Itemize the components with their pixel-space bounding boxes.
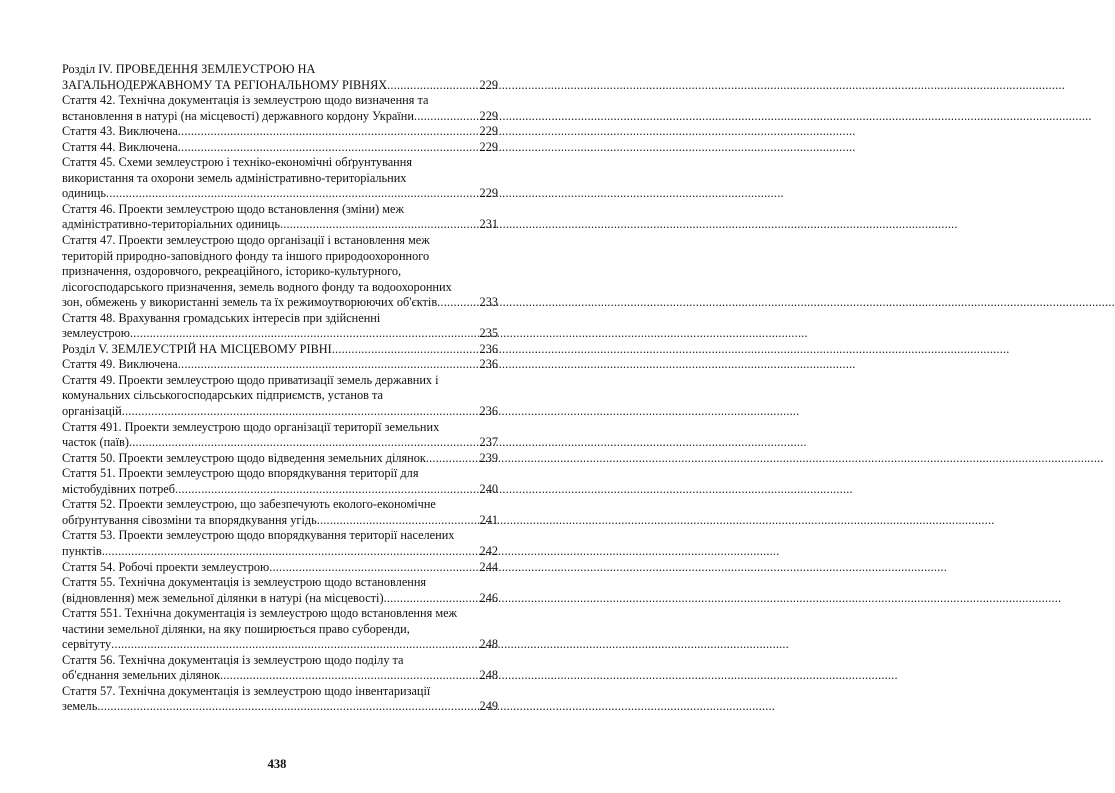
toc-page-number: 236 [479,404,498,419]
toc-entry [62,575,498,606]
toc-line [62,466,498,482]
toc-entry-title: призначення, оздоровчого, рекреаційного, історико-культурного, [62,264,402,279]
toc-line [62,513,498,529]
toc-line [62,202,498,218]
toc-line [62,388,498,404]
toc-entry-title: обґрунтування сівозміни та впорядкування угідь [62,512,317,527]
toc-page-number: 231 [479,217,498,232]
toc-entry-title: Стаття 551. Технічна документація із землеустрою щодо встановлення меж [62,606,458,621]
toc-entry [62,357,498,373]
toc-entry [62,342,498,358]
toc-entry-title: Розділ V. ЗЕМЛЕУСТРІЙ НА МІСЦЕВОМУ РІВНІ [62,341,332,356]
toc-page-number: 249 [479,699,498,714]
toc-entry-title: Стаття 48. Врахування громадських інтересів при здійсненні [62,310,381,325]
toc-entry-title: об'єднання земельних ділянок [62,668,220,683]
toc-entry-title: територій природно-заповідного фонду та іншого природоохоронного [62,248,430,263]
toc-entry-title: організацій [62,404,122,419]
toc-line [62,575,498,591]
toc-page-number: 248 [479,668,498,683]
toc-entry-title: Стаття 47. Проекти землеустрою щодо організації і встановлення меж [62,233,430,248]
toc-entry-title: пунктів [62,543,102,558]
toc-line [62,217,498,233]
toc-dot-leader [122,404,480,420]
toc-entry-title: Стаття 56. Технічна документація із землеустрою щодо поділу та [62,652,404,667]
toc-entry-title: містобудівних потреб [62,481,175,496]
toc-entry [62,140,498,156]
toc-entry [62,62,498,93]
toc-dot-leader [269,560,479,576]
toc-entry [62,466,498,497]
toc-entry [62,202,498,233]
toc-line [62,622,498,638]
toc-dot-leader [426,451,480,467]
toc-entry-title: Стаття 44. Виключена [62,139,178,154]
toc-entry [62,653,498,684]
toc-page-number: 229 [479,139,498,154]
toc-entry-title: Стаття 43. Виключена [62,124,178,139]
toc-line [62,668,498,684]
toc-line [62,264,498,280]
toc-entry-title: Стаття 46. Проекти землеустрою щодо встановлення (зміни) меж [62,201,404,216]
toc-entry-title: частини земельної ділянки, на яку поширюється право суборенди, [62,621,410,636]
toc-entry [62,124,498,140]
toc-entry [62,528,498,559]
toc-entry-title: ЗАГАЛЬНОДЕРЖАВНОМУ ТА РЕГІОНАЛЬНОМУ РІВНЯХ [62,77,388,92]
toc-entry [62,155,498,202]
toc-entry-title: земель [62,699,98,714]
toc-line [62,528,498,544]
toc-page-number: 248 [479,637,498,652]
toc-line [62,155,498,171]
toc-entry [62,311,498,342]
toc-line [62,342,498,358]
toc-line [62,140,498,156]
toc-line [62,280,498,296]
toc-page-number: 244 [479,559,498,574]
toc-dot-leader [130,326,480,342]
toc-entry-title: зон, обмежень у використанні земель та їх режимоутворюючих об'єктів [62,295,438,310]
toc-dot-leader [178,140,480,156]
toc-page-number: 237 [479,435,498,450]
toc-line [62,62,498,78]
toc-entry-title: лісогосподарського призначення, земель водного фонду та водоохоронних [62,279,452,294]
toc-entry-title: використання та охорони земель адміністративно-територіальних [62,170,407,185]
toc-dot-leader [129,435,480,451]
toc-line [62,435,498,451]
toc-line [62,544,498,560]
toc-line [62,171,498,187]
toc-entry-title: часток (паїв) [62,435,129,450]
toc-page-number: 236 [479,341,498,356]
page-number: 438 [267,757,287,771]
toc-entry-title: Стаття 491. Проекти землеустрою щодо організації території земельних [62,419,440,434]
toc-entry-title: одиниць [62,186,106,201]
toc-entry [62,233,498,311]
toc-line [62,404,498,420]
toc-line [62,124,498,140]
toc-dot-leader [175,482,480,498]
toc-line [62,186,498,202]
toc-entry [62,420,498,451]
toc-line [62,482,498,498]
toc-entry-title: Стаття 45. Схеми землеустрою і техніко-економічні обґрунтування [62,155,412,170]
toc-line [62,420,498,436]
toc-entry [62,606,498,653]
toc-entry [62,373,498,420]
toc-line [62,78,498,94]
toc-page-number: 229 [479,124,498,139]
toc-line [62,684,498,700]
toc-entry-title: Стаття 53. Проекти землеустрою щодо впорядкування території населених [62,528,455,543]
toc-page-number: 240 [479,481,498,496]
toc-dot-leader [97,699,479,715]
toc-page-number: 242 [479,543,498,558]
toc-line [62,560,498,576]
toc-line [62,653,498,669]
toc-dot-leader [414,109,480,125]
toc-entry-title: Стаття 49. Виключена [62,357,178,372]
toc-line [62,699,498,715]
toc-entry-title: Стаття 55. Технічна документація із землеустрою щодо встановлення [62,575,427,590]
toc-dot-leader [178,357,480,373]
toc-entry [62,497,498,528]
toc-entry-title: Стаття 49. Проекти землеустрою щодо приватизації земель державних і [62,372,439,387]
toc-line [62,93,498,109]
toc-entry [62,560,498,576]
toc-entry-title: Стаття 50. Проекти землеустрою щодо відведення земельних ділянок [62,450,426,465]
toc-line [62,326,498,342]
toc-page-number: 235 [479,326,498,341]
toc-dot-leader [178,124,480,140]
toc-entry-title: адміністративно-територіальних одиниць [62,217,280,232]
toc-entry-title: сервітуту [62,637,112,652]
toc-line [62,373,498,389]
toc-page-number: 229 [479,186,498,201]
toc-entry [62,684,498,715]
toc-entry-title: Стаття 57. Технічна документація із землеустрою щодо інвентаризації [62,683,431,698]
toc-line [62,451,498,467]
toc-entry-title: Стаття 51. Проекти землеустрою щодо впорядкування території для [62,466,419,481]
toc-page-number: 233 [479,295,498,310]
toc-dot-leader [111,637,479,653]
toc-entry [62,451,498,467]
toc-page-number: 241 [479,512,498,527]
toc-page-number: 229 [479,77,498,92]
toc-line [62,109,498,125]
toc-line [62,591,498,607]
toc-dot-leader [280,217,480,233]
toc-entry-title: Розділ ІV. ПРОВЕДЕННЯ ЗЕМЛЕУСТРОЮ НА [62,62,316,76]
toc-dot-leader [106,186,480,202]
toc-page-number: 239 [479,450,498,465]
toc-dot-leader [102,544,480,560]
toc-entry-title: комунальних сільськогосподарських підприємств, установ та [62,388,383,403]
toc-line [62,606,498,622]
toc-entry-title: землеустрою [62,326,130,341]
toc-dot-leader [384,591,480,607]
toc-line [62,357,498,373]
toc-dot-leader [437,295,479,311]
toc-line [62,311,498,327]
toc-dot-leader [317,513,480,529]
toc-entry-title: Стаття 52. Проекти землеустрою, що забезпечують еколого-економічне [62,497,436,512]
toc-entry [62,93,498,124]
document-page [0,0,554,793]
toc-line [62,637,498,653]
table-of-contents [62,62,498,715]
toc-dot-leader [332,342,480,358]
toc-dot-leader [387,78,479,94]
toc-entry-title: встановлення в натурі (на місцевості) державного кордону України [62,108,414,123]
toc-dot-leader [220,668,480,684]
toc-entry-title: Стаття 54. Робочі проекти землеустрою [62,559,270,574]
toc-page-number: 229 [479,108,498,123]
toc-page-number: 236 [479,357,498,372]
toc-line [62,295,498,311]
toc-line [62,249,498,265]
toc-entry-title: Стаття 42. Технічна документація із землеустрою щодо визначення та [62,93,429,108]
toc-page-number: 246 [479,590,498,605]
toc-line [62,497,498,513]
toc-entry-title: (відновлення) меж земельної ділянки в натурі (на місцевості) [62,590,384,605]
toc-line [62,233,498,249]
